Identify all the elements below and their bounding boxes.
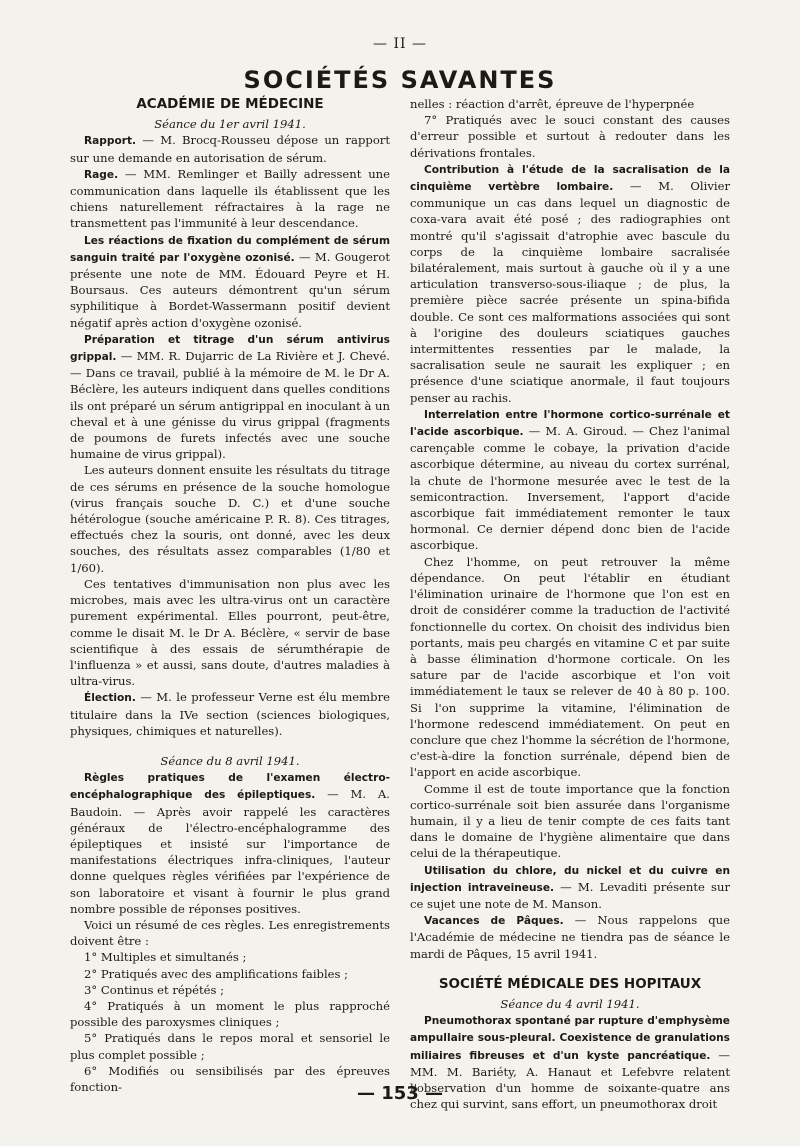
list-item-7: 7° Pratiqués avec le souci constant des causes d'erreur possible et surtout à redouter dans les dérivations frontales.: [410, 113, 730, 160]
paragraph-fixation: [70, 232, 390, 331]
paragraph-rapport: [70, 132, 390, 165]
rapport-text: — M. Brocq-Rousseu dépose un rapport sur une demande en autorisation de sérum.: [70, 133, 390, 165]
pneumo-label: Pneumothorax spontané par rupture d'emphysème ampullaire sous-pleural. Coexistence de granulations miliaires fibreuses et d'un kyste pancréatique.: [410, 1015, 730, 1062]
list-item: 6° Modifiés ou sensibilisés par des épreuves fonction-: [70, 1063, 390, 1094]
regles-text: — M. A. Baudoin. — Après avoir rappelé les caractères généraux de l'électro-encéphalogramme des épileptiques et insisté sur l'importance de manifestations électriques infra-cliniques, l'auteur donne quelques règles vérifiées par l'expérience de son laboratoire et visant à fournir le plus grand nombre possible de réponses positives.: [70, 787, 390, 916]
right-column: [410, 96, 730, 1112]
paragraph-sacralisation: [410, 161, 730, 406]
session-date-1: Séance du 1er avril 1941.: [154, 117, 306, 132]
rage-text: — MM. Remlinger et Bailly adressent une communication dans laquelle ils établissent que les chiens naturellement réfractaires à la rage ne transmettent pas l'immunité à leur descendance.: [70, 166, 390, 231]
page-header: — II —: [373, 36, 427, 52]
paragraph-rage: [70, 166, 390, 232]
paragraph-homme: Chez l'homme, on peut retrouver la même dépendance. On peut l'établir en étudiant l'élimination urinaire de l'hormone que l'on est en droit de considérer comme la traduction de l'activité fonctionnelle du cortex. On choisit des individus bien portants, mais peu chargés en vitamine C et par suite à basse élimination d'hormone corticale. On les sature par de l'acide ascorbique et l'on voit immédiatement le taux se relever de 40 à 80 p. 100. Si l'on supprime la vitamine, l'élimination de l'hormone redescend immédiatement. On peut en conclure que chez l'homme la sécrétion de l'hormone, c'est-à-dire la fonction surrénale, dépend bien de l'apport en acide ascorbique.: [410, 554, 730, 780]
paragraph-vacances: [410, 912, 730, 962]
session-date-2: Séance du 8 avril 1941.: [160, 753, 300, 768]
paragraph-importance: Comme il est de toute importance que la fonction cortico-surrénale soit bien assurée dans l'organisme humain, il y a lieu de tenir compte de ces faits tant dans le domaine de l'hygiène alimentaire que dans celui de la thérapeutique.: [410, 781, 730, 861]
vacances-text: — Nous rappelons que l'Académie de médecine ne tiendra pas de séance le mardi de Pâques, 15 avril 1941.: [410, 913, 731, 961]
paragraph-regles: [70, 769, 390, 917]
list-item: 5° Pratiqués dans le repos moral et sensoriel le plus complet possible ;: [70, 1031, 390, 1062]
paragraph-interrelation: [410, 406, 730, 554]
rapport-label: Rapport.: [84, 135, 137, 148]
paragraph-election: [70, 689, 390, 739]
paragraph-continuation: nelles : réaction d'arrêt, épreuve de l'hyperpnée: [410, 97, 695, 111]
sacral-text: — M. Olivier communique un cas dans lequel un diagnostic de coxa-vara avait été posé ; des radiographies ont montré qu'il s'agissait d'atrophie avec bascule du corps de la cinquième lombaire sacralisée bilatéralement, mais surtout à gauche où il y a une articulation transverso-sous-iliaque ; de plus, la première pièce sacrée présente un spina-bifida double. Ce sont ces malformations associées qui sont à l'origine des douleurs sciatiques gauches intermittentes ressenties par le malade, la sacralisation seule ne saurait les expliquer ; en présence d'une sciatique anormale, il faut toujours penser au rachis.: [410, 179, 730, 405]
fixation-label: Les réactions de fixation du complément de sérum sanguin traité par l'oxygène ozonisé.: [70, 234, 390, 264]
page-number: — 153 —: [356, 1083, 444, 1104]
rage-label: Rage.: [84, 168, 119, 181]
list-item: 3° Continus et répétés ;: [84, 982, 225, 997]
paragraph-chlore: [410, 862, 730, 913]
sacral-label: Contribution à l'étude de la sacralisation de la cinquième vertèbre lombaire.: [410, 163, 730, 194]
academie-title: ACADÉMIE DE MÉDECINE: [136, 96, 324, 112]
paragraph-resume: Voici un résumé de ces règles. Les enregistrements doivent être :: [70, 917, 390, 949]
election-label: Élection.: [84, 692, 136, 705]
main-title: SOCIÉTÉS SAVANTES: [243, 66, 557, 94]
preparation-text: — MM. R. Dujarric de La Rivière et J. Chevé. — Dans ce travail, publié à la mémoire de M. le Dr A. Béclère, les auteurs indiquent dans quelles conditions ils ont préparé un sérum antigrippal en inoculant à un cheval et à une génisse du virus grippal (fragments de poumons de furets infectés avec une souche humaine de virus grippal).: [70, 349, 390, 462]
fixation-text: — M. Gougerot présente une note de MM. Édouard Peyre et H. Boursaus. Ces auteurs démontrent qu'un sérum syphilitique à Bordet-Wassermann positif devient négatif après action d'oxygène ozonisé.: [70, 249, 390, 330]
regles-label: Règles pratiques de l'examen électro-encéphalographique des épileptiques.: [70, 772, 390, 802]
chlore-label: Utilisation du chlore, du nickel et du cuivre en injection intraveineuse.: [410, 864, 730, 894]
section-spacer: [70, 739, 390, 753]
list-item: 1° Multiples et simultanés ;: [84, 950, 247, 965]
paragraph-auteurs: Les auteurs donnent ensuite les résultats du titrage de ces sérums en présence de la souche homologue (virus français souche D. C.) et d'une souche hétérologue (souche américaine P. R. 8). Ces titrages, effectués chez la souris, ont donné, avec les deux souches, des résultats assez comparables (1/80 et 1/60).: [70, 463, 390, 575]
preparation-label: Préparation et titrage d'un sérum antivirus grippal.: [70, 333, 390, 364]
vacances-label: Vacances de Pâques.: [424, 915, 564, 928]
section-spacer: [410, 962, 730, 976]
chlore-text: — M. Levaditi présente sur ce sujet une note de M. Manson.: [410, 879, 730, 911]
interrel-label: Interrelation entre l'hormone cortico-surrénale et l'acide ascorbique.: [410, 408, 730, 439]
smh-session-date: Séance du 4 avril 1941.: [500, 996, 640, 1011]
pneumo-text: — MM. M. Bariéty, A. Hanaut et Lefebvre relatent l'observation d'un homme de soixante-quatre ans chez qui survint, sans effort, un pneumothorax droit: [410, 1047, 730, 1112]
paragraph-tentatives: Ces tentatives d'immunisation non plus avec les microbes, mais avec les ultra-virus ont un caractère purement expérimental. Elles pourront, peut-être, comme le disait M. le Dr A. Béclère, « servir de base scientifique à des essais de sérumthérapie de l'influenza » et aussi, sans doute, d'autres maladies à ultra-virus.: [70, 576, 390, 689]
smh-title: SOCIÉTÉ MÉDICALE DES HOPITAUX: [438, 975, 702, 992]
interrel-text: — M. A. Giroud. — Chez l'animal carençable comme le cobaye, la privation d'acide ascorbique détermine, au niveau du cortex surrénal, la chute de l'hormone mesurée avec le test de la semicontraction. Inversement, l'apport d'acide ascorbique fait immédiatement remonter le taux hormonal. Ce dernier dépend donc bien de l'acide ascorbique.: [410, 424, 730, 553]
left-column: [70, 96, 390, 1095]
election-text: — M. le professeur Verne est élu membre titulaire dans la IVe section (sciences biologiques, physiques, chimiques et naturelles).: [70, 690, 390, 738]
list-item: 4° Pratiqués à un moment le plus rapproché possible des paroxysmes cliniques ;: [70, 998, 390, 1030]
paragraph-preparation: [70, 331, 390, 463]
list-item: 2° Pratiqués avec des amplifications faibles ;: [84, 966, 349, 981]
